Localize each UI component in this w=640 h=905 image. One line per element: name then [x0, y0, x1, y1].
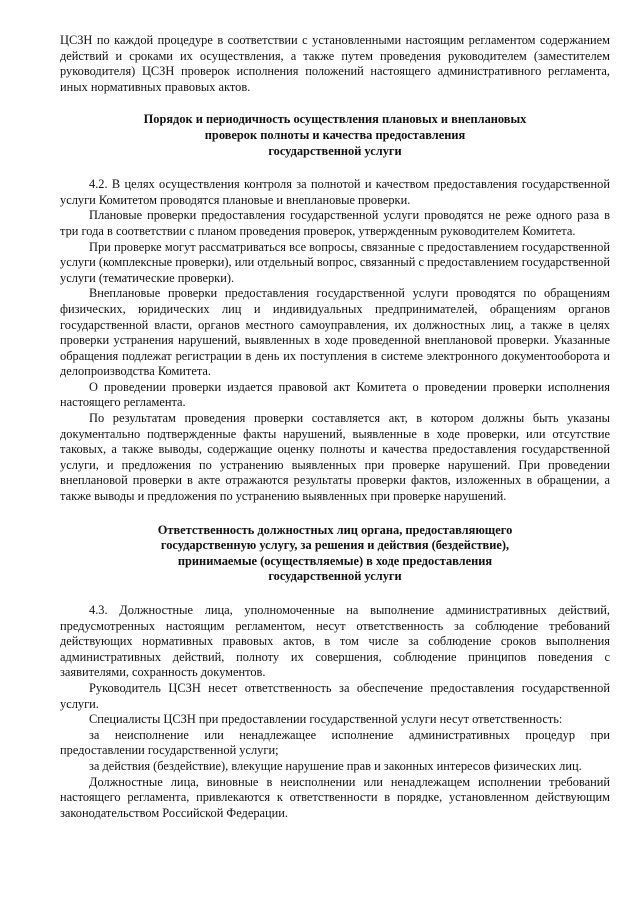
section-heading-line: Порядок и периодичность осуществления плановых и внеплановых — [143, 112, 527, 127]
section-heading-line: государственную услугу, за решения и действия (бездействие), — [160, 538, 510, 553]
section-heading-inspections — [60, 112, 610, 159]
paragraph: Плановые проверки предоставления государственной услуги проводятся не реже одного раза в три года в соответствии с планом проведения проверок, утвержденным руководителем Комитета. — [60, 208, 610, 238]
paragraph: 4.3. Должностные лица, уполномоченные на выполнение административных действий, предусмотренных настоящим регламентом, несут ответственность за соблюдение требований действующих нормативных правовых актов, в том числе за соблюдение сроков выполнения административных действий, полноту их совершения, соблюдение принципов поведения с заявителями, сохранность документов. — [60, 603, 610, 680]
paragraph: 4.2. В целях осуществления контроля за полнотой и качеством предоставления государственной услуги Комитетом проводятся плановые и внеплановые проверки. — [60, 177, 610, 207]
paragraph: Специалисты ЦСЗН при предоставлении государственной услуги несут ответственность: — [89, 712, 563, 727]
section-heading-line: государственной услуги — [268, 143, 402, 158]
paragraph: О проведении проверки издается правовой акт Комитета о проведении проверки исполнения настоящего регламента. — [60, 379, 610, 410]
paragraph: По результатам проведения проверки составляется акт, в котором должны быть указаны документально подтвержденные факты нарушений, выявленные в ходе проверки, или отсутствие таковых, а также выводы, содержащие оценку полноты и качества предоставления государственной услуги, и предложения по устранению выявленных при проверке нарушений. При проведении внеплановой проверки в акте отражаются результаты проверки фактов, изложенных в обращении, а также выводы и предложения по устранению выявленных при проверке нарушений. — [60, 411, 610, 504]
section-body-responsibility — [60, 603, 610, 821]
section-heading-responsibility — [60, 523, 610, 585]
paragraph: Руководитель ЦСЗН несет ответственность за обеспечение предоставления государственной услуги. — [60, 680, 610, 711]
section-body-inspections — [60, 177, 610, 504]
section-heading-line: государственной услуги — [268, 569, 402, 584]
paragraph: Должностные лица, виновные в неисполнении или ненадлежащем исполнении требований настоящего регламента, привлекаются к ответственности в порядке, установленном действующим законодательством Российской Федерации. — [60, 774, 610, 820]
paragraph: за неисполнение или ненадлежащее исполнение административных процедур при предоставлении государственной услуги; — [60, 727, 610, 758]
document-page — [60, 33, 610, 821]
paragraph: Внеплановые проверки предоставления государственной услуги проводятся по обращениям физических, юридических лиц и индивидуальных предпринимателей, обращениям органов государственной власти, органов местного самоуправления, их должностных лиц, а также в целях проверки устранения нарушений, выявленных в ходе проведенной внеплановой проверки. Указанные обращения подлежат регистрации в день их поступления в системе электронного документооборота и делопроизводства Комитета. — [60, 286, 610, 379]
intro-paragraph: ЦСЗН по каждой процедуре в соответствии с установленными настоящим регламентом содержанием действий и сроками их осуществления, а также путем проведения руководителем (заместителем руководителя) ЦСЗН проверок исполнения положений настоящего административного регламента, иных нормативных правовых актов. — [60, 33, 610, 94]
section-heading-line: принимаемые (осуществляемые) в ходе предоставления — [177, 553, 493, 568]
paragraph: При проверке могут рассматриваться все вопросы, связанные с предоставлением государственной услуги (комплексные проверки), или отдельный вопрос, связанный с предоставлением государственной услуги (тематические проверки). — [60, 239, 610, 285]
section-heading-line: проверок полноты и качества предоставления — [204, 127, 466, 142]
section-heading-line: Ответственность должностных лиц органа, предоставляющего — [157, 522, 513, 537]
paragraph: за действия (бездействие), влекущие нарушение прав и законных интересов физических лиц. — [89, 758, 582, 773]
